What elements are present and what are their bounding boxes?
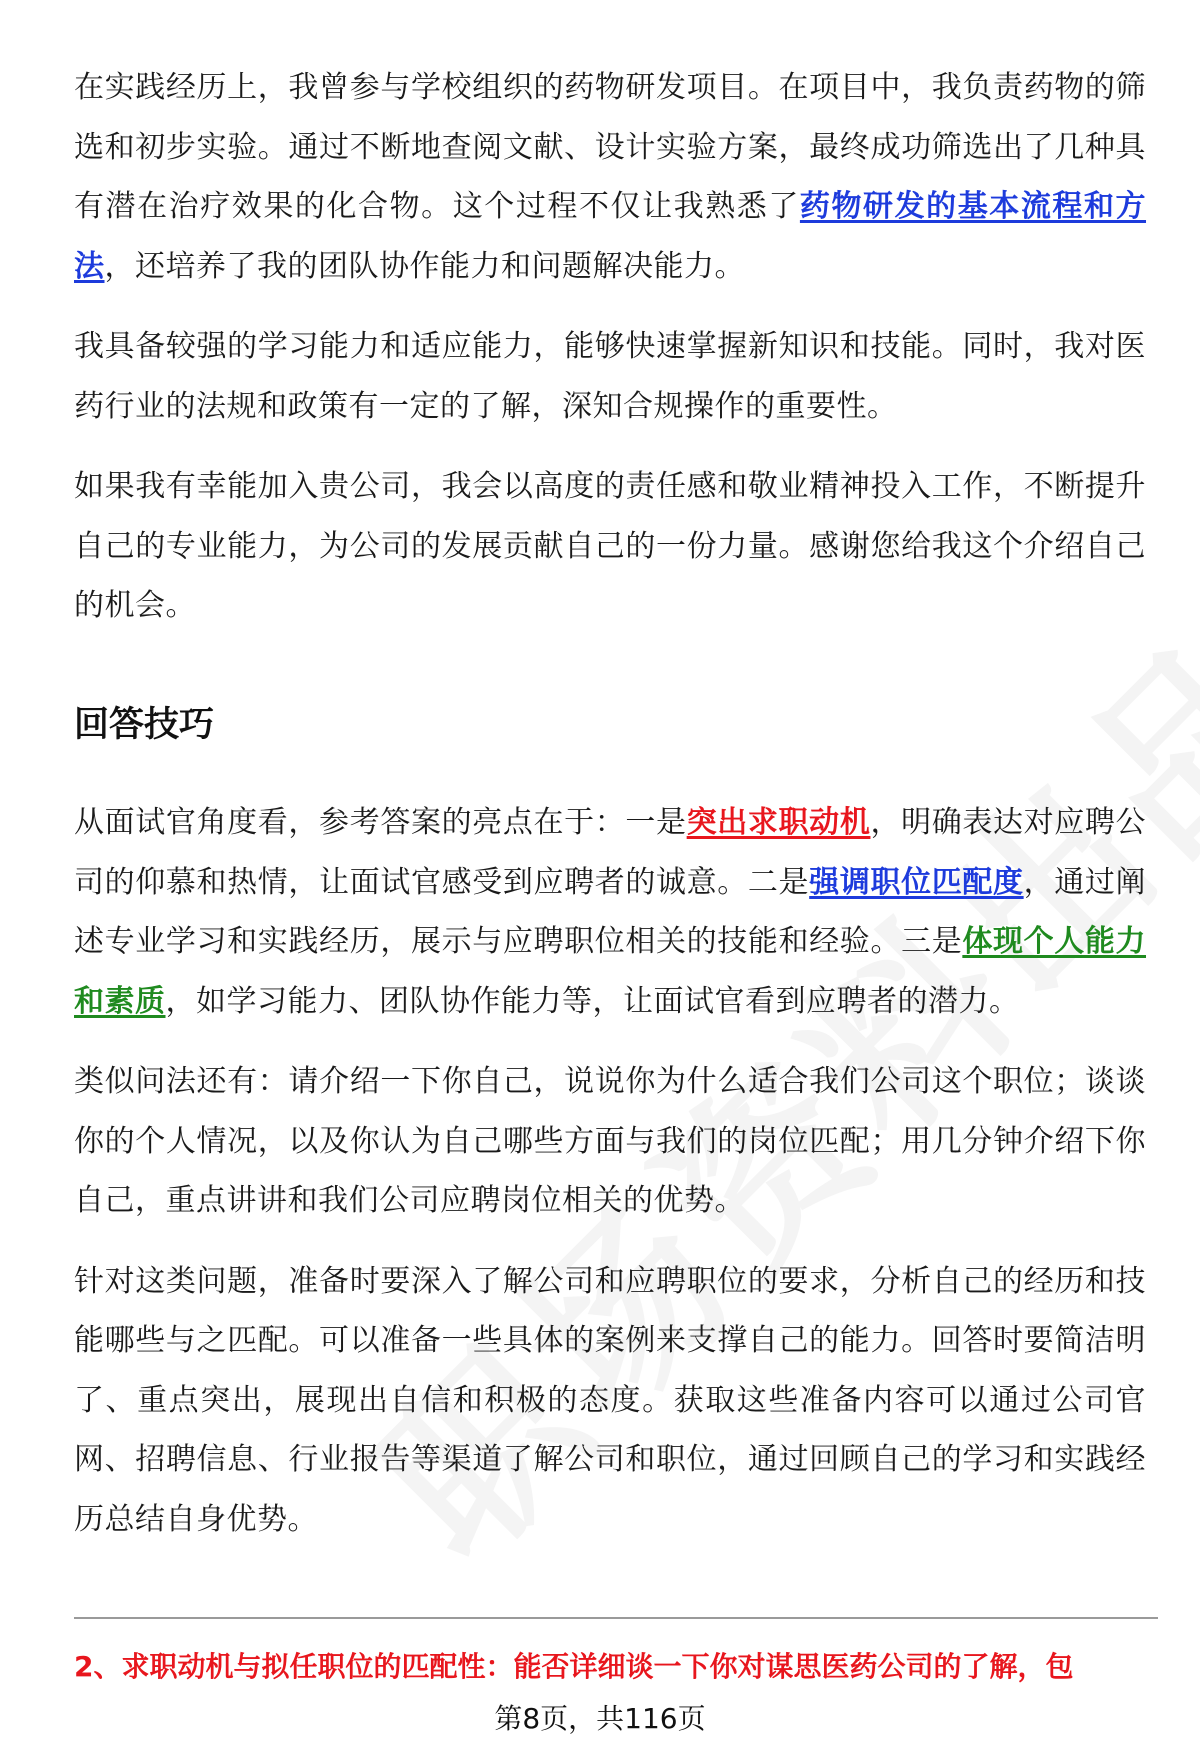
paragraph-preparation-advice: 针对这类问题，准备时要深入了解公司和应聘职位的要求，分析自己的经历和技能哪些与之匹配。可以准备一些具体的案例来支撑自己的能力。回答时要简洁明了、重点突出，展现出自信和积极的态度。获取这些准备内容可以通过公司官网、招聘信息、行业报告等渠道了解公司和职位，通过回顾自己的学习和实践经历总结自身优势。 <box>74 1263 1146 1537</box>
paragraph-text: ，通过阐述专业学习和实践经历，展示与应聘职位相关的技能和经验。三是 <box>74 864 1147 959</box>
emphasis-position-match: 强调职位匹配度 <box>809 864 1024 900</box>
paragraph-text: ，还培养了我的团队协作能力和问题解决能力。 <box>104 248 745 284</box>
paragraph-text: ，如学习能力、团队协作能力等，让面试官看到应聘者的潜力。 <box>165 983 1020 1019</box>
section-divider <box>74 1617 1158 1619</box>
paragraph-closing: 如果我有幸能加入贵公司，我会以高度的责任感和敬业精神投入工作，不断提升自己的专业能力，为公司的发展贡献自己的一份力量。感谢您给我这个介绍自己的机会。 <box>74 469 1146 623</box>
emphasis-personal-ability: 体现个人能力和素质 <box>74 924 1147 1019</box>
paragraph-learning-ability: 我具备较强的学习能力和适应能力，能够快速掌握新知识和技能。同时，我对医药行业的法规和政策有一定的了解，深知合规操作的重要性。 <box>74 329 1146 424</box>
paragraph-tips-highlights <box>74 793 1146 1031</box>
paragraph-text: 在实践经历上，我曾参与学校组织的药物研发项目。在项目中，我负责药物的筛选和初步实验。通过不断地查阅文献、设计实验方案，最终成功筛选出了几种具有潜在治疗效果的化合物。这个过程不仅让我熟悉了 <box>74 70 1146 224</box>
tips-body <box>74 793 1146 1549</box>
emphasis-job-motivation: 突出求职动机 <box>686 805 871 840</box>
next-question-heading: 2、求职动机与拟任职位的匹配性：能否详细谈一下你对谋思医药公司的了解，包 <box>74 1650 1074 1683</box>
paragraph-text: ，明确表达对应聘公司的仰慕和热情，让面试官感受到应聘者的诚意。二是 <box>74 805 1147 900</box>
paragraph-similar-questions: 类似问法还有：请介绍一下你自己，说说你为什么适合我们公司这个职位；谈谈你的个人情况，以及你认为自己哪些方面与我们的岗位匹配；用几分钟介绍下你自己，重点讲讲和我们公司应聘岗位相关的优势。 <box>74 1064 1146 1218</box>
link-drug-rd-process[interactable]: 药物研发的基本流程和方法 <box>74 189 1147 284</box>
section-title: 回答技巧 <box>74 705 215 745</box>
paragraph-text: 从面试官角度看，参考答案的亮点在于：一是 <box>74 805 687 840</box>
page-footer: 第8页，共116页 <box>494 1702 706 1735</box>
document-body <box>74 58 1146 636</box>
paragraph-practice-experience <box>74 58 1146 296</box>
